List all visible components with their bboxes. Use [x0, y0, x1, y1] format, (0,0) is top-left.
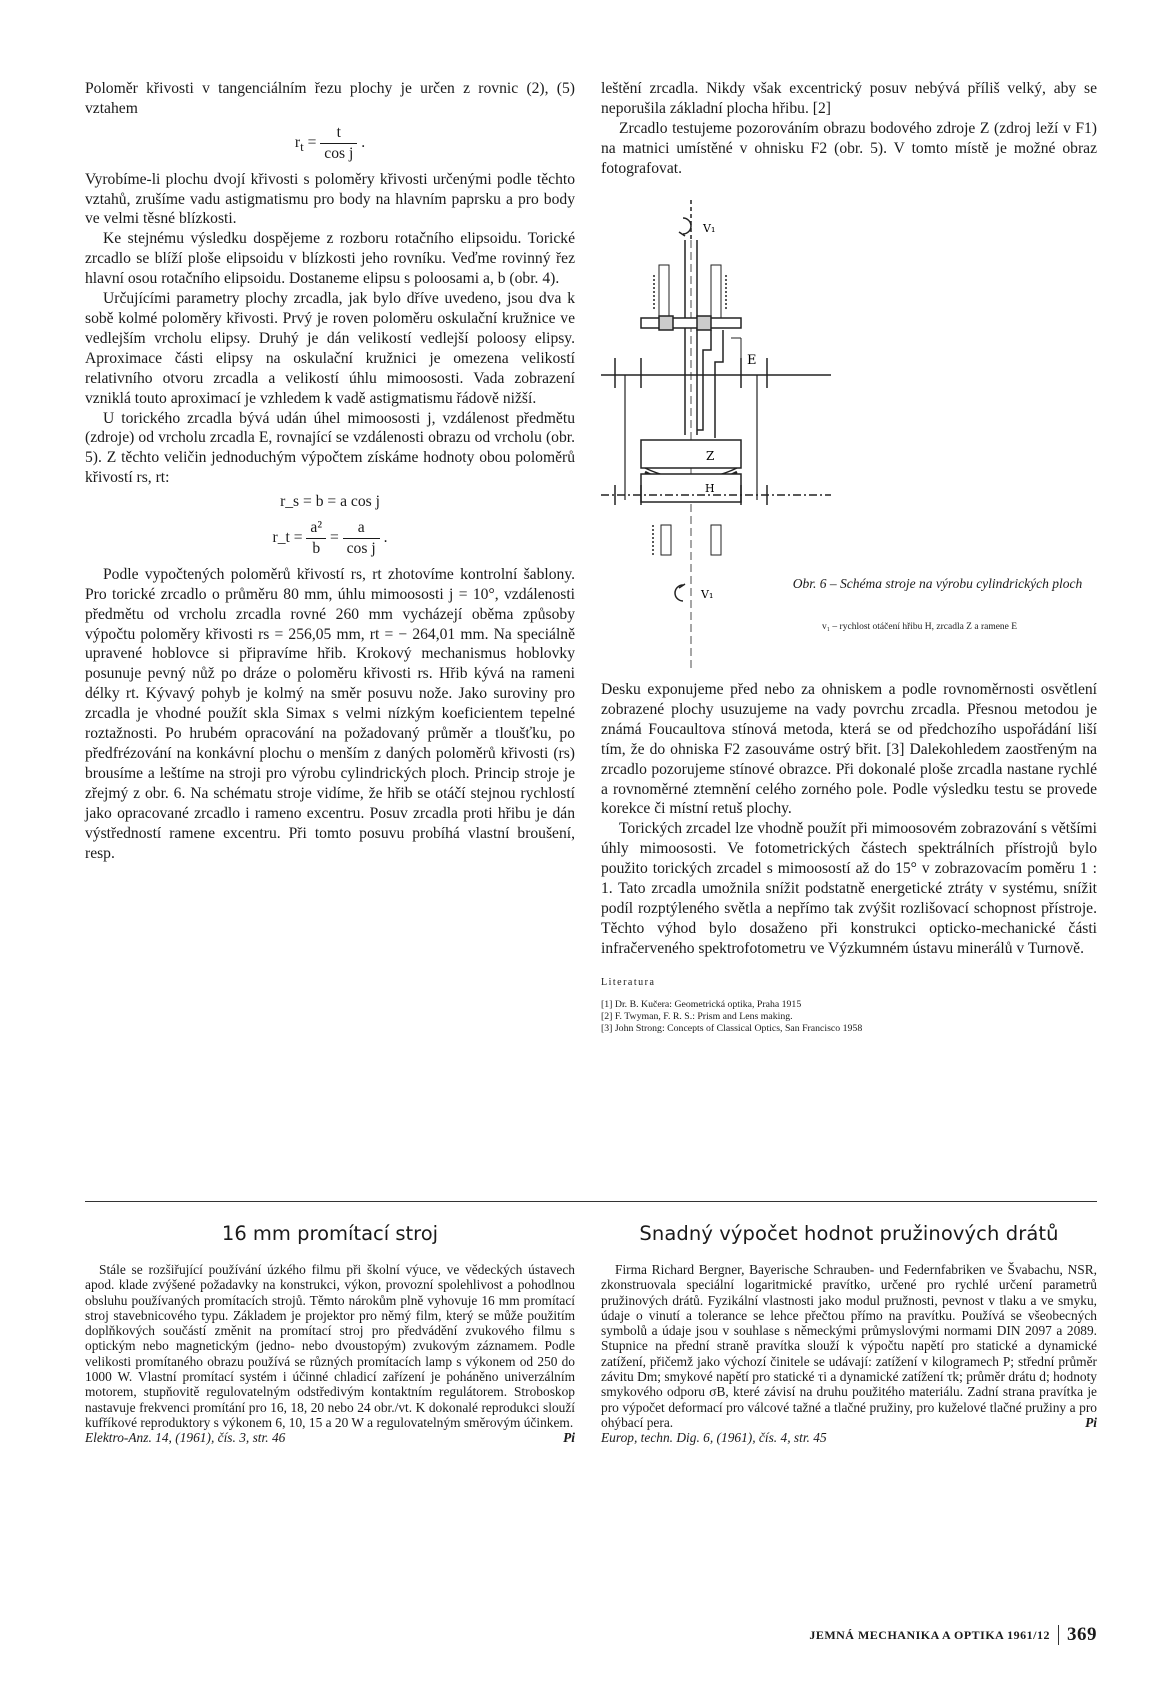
reference-item: [1] Dr. B. Kučera: Geometrická optika, Praha 1915: [601, 998, 802, 1010]
fraction: [306, 518, 326, 559]
eq-sign: =: [307, 133, 317, 151]
article-text: Stále se rozšiřující používání úzkého filmu při školní výuce, ve vědeckých ústavech apod. klade zvýšené požadavky na konstrukci, výkon, provozní spolehlivost a pohodlnou obsluhu používaných promítacích strojů. Těmto nárokům plně vyhovuje 16 mm promítací stroj stavebnicového typu. Základem je projektor pro němý film, který se může použitím doplňkových součástí změnit na promítací stroj pro předvádění zvukového filmu s optickým nebo magnetickým (jedno- nebo dvoustopým) zvukovým záznamem. Podle velikosti promítaného obrazu používá se různých promítacích lamp s výkonem od 250 do 1000 W. Vlastní promítací systém i účinné chladicí zařízení je poháněno univerzálním motorem, stupňovitě regulovatelným odstředivým kontaktním regulátorem. Stroboskop nastavuje frekvenci promítání pro 16, 18, 20 nebo 24 obr./vt. K dokonalé reprodukci slouží kufříkové reproduktory s výkonem 6, 10, 15 a 20 W a regulovatelným směrovým účinkem.: [85, 1262, 575, 1430]
fraction-numerator: a²: [306, 518, 326, 539]
paragraph: Desku exponujeme před nebo za ohniskem a podle rovnoměrnosti osvětlení zobrazené plochy usuzujeme na vady povrchu zrcadla. Přesnou metodou je známá Foucaultova stínová metoda, která se od předchozího uspořádání liší tím, že do ohniska F2 zasouváme ostrý břit. [3] Dalekohledem zaostřeným na zrcadlo pozorujeme stínové obrazce. Při dokonalé ploše zrcadla nastane rychlé a rovnoměrné ztemnění celého zorného pole. Podle výsledku testu se provede korekce či místní retuš plochy.: [601, 681, 1097, 818]
fraction-numerator: a: [343, 518, 380, 539]
label-z: Z: [706, 449, 715, 463]
article-body: [85, 1262, 575, 1446]
article-source: Europ, techn. Dig. 6, (1961), čís. 4, str. 45: [601, 1430, 827, 1446]
reference-item: [3] John Strong: Concepts of Classical Optics, San Francisco 1958: [601, 1022, 863, 1034]
article-body: [601, 1262, 1097, 1446]
paragraph: Podle vypočtených poloměrů křivostí rs, rt zhotovíme kontrolní šablony. Pro torické zrcadlo o průměru 80 mm, úhlu mimoososti j = 10°, vzdálenosti předmětu od vrcholu zrcadla rovné 260 mm vycházejí oběma způsoby výpočtu poloměry křivosti rs = 256,05 mm, rt = − 264,01 mm. Na speciálně upravené hoblovce si připravíme hřib. Krokový mechanismus hoblovky posunuje pevný nůž po dráze o poloměru křivosti rs. Hřib kývá na rameni délky rt. Kývavý pohyb je kolmý na směr posuvu nože. Jako suroviny pro zrcadla je vhodné použít skla Simax s velmi nízkým koeficientem tepelné roztažnosti. Po hrubém opracování na požadovaný průměr a tloušťku, po předfrézování na konkávní plochu o menším z daných poloměrů křivosti (rs) brousíme a leštíme na stroji pro výrobu cylindrických ploch. Princip stroje je zřejmý z obr. 6. Na schématu stroje vidíme, že hřib se otáčí stejnou rychlostí jako opracované zrcadlo i rameno excentru. Posuv zrcadla proti hřibu je dán výstředností ramene excentru. Při tomto posuvu probíhá vlastní broušení, resp.: [85, 565, 575, 862]
right-column-top: [601, 79, 1097, 179]
article-title: 16 mm promítací stroj: [221, 1222, 439, 1245]
page-number: 369: [1067, 1624, 1097, 1645]
author-signature: Pi: [563, 1430, 575, 1446]
figure-legend: v₁ – rychlost otáčení hřibu H, zrcadla Z a ramene E: [822, 622, 1018, 632]
eq-lhs: r_t =: [272, 529, 303, 547]
fraction: [343, 518, 380, 559]
paragraph: Určujícími parametry plochy zrcadla, jak bylo dříve uvedeno, jsou dva k sobě kolmé poloměry křivosti. Prvý je roven poloměru oskulační kružnice ve vedlejším vrcholu elipsy. Druhý je dán velikostí vedlejší poloosy elipsy. Aproximace části elipsy na oskulační kružnici je omezena velikostí relativního otvoru zrcadla a velikostí úhlu mimoososti. Vada zobrazení vzniklá touto aproximací je vzhledem k vadě astigmatismu řádově nižší.: [85, 290, 575, 407]
reference-item: [2] F. Twyman, F. R. S.: Prism and Lens making.: [601, 1010, 793, 1022]
fraction-denominator: b: [312, 539, 321, 557]
paragraph: U torického zrcadla bývá udán úhel mimoososti j, vzdálenost předmětu (zdroje) od vrcholu zrcadla E, rovnající se vzdálenosti obrazu od vrcholu (obr. 5). Z těchto veličin jednoduchým výpočtem získáme hodnoty obou poloměrů křivostí rs, rt:: [85, 409, 575, 487]
figure-caption: Obr. 6 – Schéma stroje na výrobu cylindrických ploch: [792, 576, 1083, 591]
eq-sign: =: [329, 529, 339, 547]
eq-end: .: [361, 133, 366, 151]
fraction-denominator: cos j: [324, 144, 354, 162]
eq-lhs: r: [294, 133, 301, 151]
equation-rt: [85, 123, 575, 164]
article-title: Snadný výpočet hodnot pružinových drátů: [639, 1222, 1059, 1245]
footer-divider: [1058, 1625, 1059, 1645]
equation-rs: r_s = b = a cos j: [280, 493, 380, 511]
fraction-numerator: t: [320, 123, 357, 144]
paragraph: Ke stejnému výsledku dospějeme z rozboru rotačního elipsoidu. Torické zrcadlo se blíží ploše elipsoidu v blízkosti jeho rovníku. Veďme rovinný řez hlavní osou rotačního elipsoidu. Dostaneme elipsu s poloosami a, b (obr. 4).: [85, 230, 575, 288]
fraction-denominator: cos j: [346, 539, 376, 557]
article-source: Elektro-Anz. 14, (1961), čís. 3, str. 46: [85, 1430, 286, 1446]
paragraph: Vyrobíme-li plochu dvojí křivosti s poloměry křivosti určenými podle těchto vztahů, zrušíme vadu astigmatismu pro body na hlavním paprsku a pro body ve velmi těsné blízkosti.: [85, 170, 575, 228]
right-column-bottom: [601, 680, 1097, 1035]
label-h: H: [705, 482, 715, 495]
equation-rt-2: [85, 518, 575, 559]
author-signature: Pi: [1085, 1414, 1097, 1430]
left-column: [85, 79, 575, 863]
paragraph: Poloměr křivosti v tangenciálním řezu plochy je určen z rovnic (2), (5) vztahem: [85, 80, 575, 117]
label-v1-top: V₁: [703, 222, 716, 235]
eq-end: .: [383, 529, 388, 547]
journal-name: JEMNÁ MECHANIKA A OPTIKA 1961/12: [809, 1627, 1050, 1642]
machine-schematic-figure: [601, 200, 1101, 670]
label-e: E: [747, 353, 757, 368]
literature-heading: Literatura: [601, 976, 656, 988]
paragraph: Torických zrcadel lze vhodně použít při mimoosovém zobrazování s většími úhly mimoososti. Ve fotometrických částech spektrálních přístrojů bylo použito torických zrcadel s mimoosostí až do 15° v zobrazovacím poměru 1 : 1. Tato zrcadla umožnila snížit podstatně energetické ztráty v systému, snížit podíl rozptýleného světla a nepřímo tak zvýšit rozlišovací schopnost přístroje. Těchto výhod bylo dosaženo při konstrukci opticko-mechanické části infračerveného spektrofotometru ve Výzkumném ústavu minerálů v Turnově.: [601, 820, 1097, 957]
paragraph: leštění zrcadla. Nikdy však excentrický posuv nebývá příliš velký, aby se neporušila základní plocha hřibu. [2]: [601, 80, 1097, 117]
label-v1-bottom: V₁: [701, 588, 714, 601]
article-text: Firma Richard Bergner, Bayerische Schrauben- und Federnfabriken ve Švabachu, NSR, zkonstruovala speciální logaritmické pravítko, určené pro rychlé určení parametrů pružinových drátů. Fyzikální vlastnosti jako modul pružnosti, pevnost v tlaku a ve smyku, údaje o vinutí a tolerance se lehce přečtou přímo na pravítku. Používá se všeobecných symbolů a údaje jsou v souhlase s německými průmyslovými normami DIN 2097 a 2089. Stupnice na přední straně pravítka slouží k výpočtu napětí pro statické a dynamické zatížení, přičemž jako výchozí činitele se udávají: zatížení v kilogramech P; střední průměr závitu Dm; smykové napětí pro statické τi a dynamické zatížení τk; průměr drátu d; hodnoty smykového odporu σB, které závisí na druhu použitého materiálu. Zadní strana pravítka je pro výpočet deformací pro válcové tažné a tlačné pružiny, pro kuželové tlačné pružiny a pro ohýbací pera.: [601, 1262, 1097, 1430]
reference-list: [601, 999, 1097, 1035]
fraction: [320, 123, 357, 164]
eq-lhs-sub: t: [300, 138, 304, 154]
section-divider: [85, 1201, 1097, 1202]
paragraph: Zrcadlo testujeme pozorováním obrazu bodového zdroje Z (zdroj leží v F1) na matnici umístěné v ohnisku F2 (obr. 5). V tomto místě je možné obraz fotografovat.: [601, 119, 1097, 177]
page-footer: [809, 1624, 1097, 1646]
